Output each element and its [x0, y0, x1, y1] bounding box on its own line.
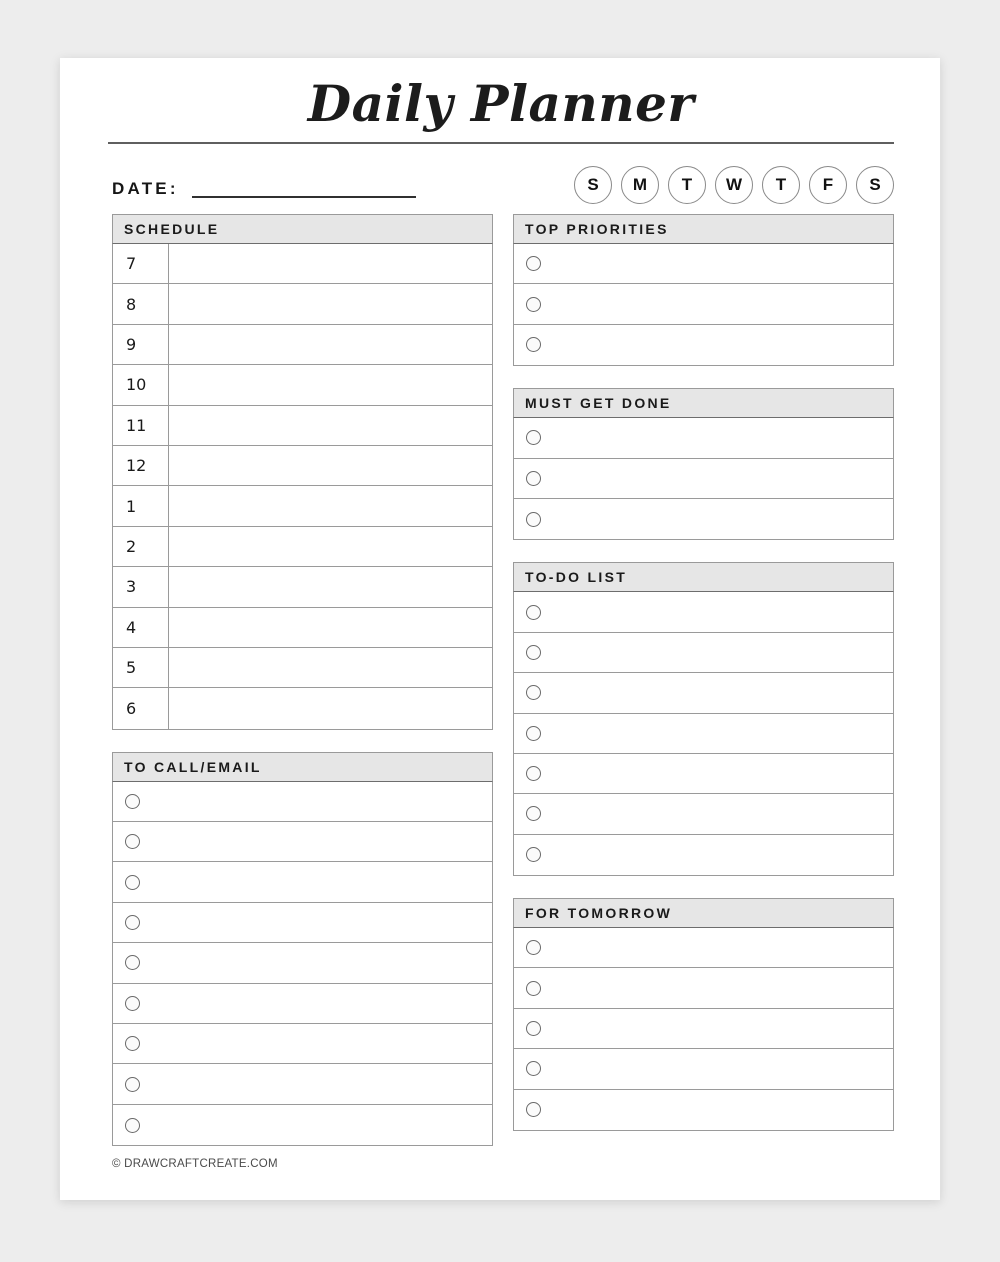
- schedule-row: [113, 648, 492, 688]
- schedule-row: [113, 688, 492, 728]
- day-circle-label: T: [775, 175, 787, 194]
- schedule-entry-field[interactable]: [169, 365, 492, 404]
- for-tomorrow-row[interactable]: [514, 1090, 893, 1130]
- schedule-hour-label: 12: [113, 446, 169, 485]
- schedule-hour-label: 5: [113, 648, 169, 687]
- day-circle-label: S: [869, 175, 881, 194]
- day-circle-label: W: [725, 175, 743, 194]
- todo-list-heading: TO-DO LIST: [525, 569, 628, 586]
- title-divider: [108, 142, 894, 144]
- todo-list-row[interactable]: [514, 592, 893, 632]
- schedule-row: [113, 527, 492, 567]
- todo-list-row[interactable]: [514, 673, 893, 713]
- schedule-hour-label: 10: [113, 365, 169, 404]
- date-input[interactable]: [192, 196, 416, 198]
- schedule-entry-field[interactable]: [169, 648, 492, 687]
- schedule-row: [113, 608, 492, 648]
- page-title: Daily Planner: [307, 74, 695, 133]
- checkbox-circle-icon[interactable]: [526, 256, 541, 271]
- left-column: [112, 214, 493, 1168]
- to-call-email-rows: [112, 782, 493, 1147]
- checkbox-circle-icon[interactable]: [526, 766, 541, 781]
- to-call-email-row[interactable]: [113, 1064, 492, 1104]
- top-priorities-header: [513, 214, 894, 244]
- must-get-done-row[interactable]: [514, 418, 893, 458]
- to-call-email-heading: TO CALL/EMAIL: [124, 758, 262, 775]
- todo-list-row[interactable]: [514, 835, 893, 875]
- checkbox-circle-icon[interactable]: [526, 512, 541, 527]
- to-call-email-row[interactable]: [113, 943, 492, 983]
- top-priorities-row[interactable]: [514, 325, 893, 365]
- schedule-entry-field[interactable]: [169, 567, 492, 606]
- checkbox-circle-icon[interactable]: [125, 1077, 140, 1092]
- for-tomorrow-rows: [513, 928, 894, 1131]
- day-circle-friday[interactable]: [809, 166, 847, 204]
- day-circle-label: S: [587, 175, 599, 194]
- schedule-entry-field[interactable]: [169, 486, 492, 525]
- schedule-row: [113, 406, 492, 446]
- schedule-entry-field[interactable]: [169, 446, 492, 485]
- must-get-done-heading: MUST GET DONE: [525, 395, 672, 412]
- must-get-done-rows: [513, 418, 894, 540]
- checkbox-circle-icon[interactable]: [125, 1118, 140, 1133]
- day-circle-saturday[interactable]: [856, 166, 894, 204]
- schedule-block: [112, 214, 493, 730]
- must-get-done-block: [513, 388, 894, 540]
- schedule-row: [113, 365, 492, 405]
- schedule-entry-field[interactable]: [169, 406, 492, 445]
- checkbox-circle-icon[interactable]: [526, 645, 541, 660]
- todo-list-header: [513, 562, 894, 592]
- schedule-hour-label: 8: [113, 284, 169, 323]
- to-call-email-block: [112, 752, 493, 1147]
- for-tomorrow-heading: FOR TOMORROW: [525, 905, 673, 922]
- checkbox-circle-icon[interactable]: [125, 834, 140, 849]
- to-call-email-row[interactable]: [113, 782, 492, 822]
- schedule-entry-field[interactable]: [169, 284, 492, 323]
- top-priorities-heading: TOP PRIORITIES: [525, 221, 669, 237]
- checkbox-circle-icon[interactable]: [125, 875, 140, 890]
- schedule-entry-field[interactable]: [169, 688, 492, 728]
- checkbox-circle-icon[interactable]: [526, 847, 541, 862]
- schedule-row: [113, 567, 492, 607]
- day-circle-sunday[interactable]: [574, 166, 612, 204]
- right-column: [513, 214, 894, 1153]
- checkbox-circle-icon[interactable]: [526, 337, 541, 352]
- checkbox-circle-icon[interactable]: [125, 955, 140, 970]
- date-label: DATE:: [112, 179, 179, 198]
- for-tomorrow-block: [513, 898, 894, 1131]
- checkbox-circle-icon[interactable]: [526, 297, 541, 312]
- checkbox-circle-icon[interactable]: [526, 806, 541, 821]
- to-call-email-row[interactable]: [113, 862, 492, 902]
- todo-list-row[interactable]: [514, 794, 893, 834]
- schedule-hour-label: 9: [113, 325, 169, 364]
- todo-list-row[interactable]: [514, 754, 893, 794]
- checkbox-circle-icon[interactable]: [526, 1021, 541, 1036]
- must-get-done-row[interactable]: [514, 499, 893, 539]
- planner-page: [60, 58, 940, 1200]
- date-row: [108, 166, 894, 214]
- todo-list-rows: [513, 592, 894, 876]
- to-call-email-row[interactable]: [113, 1105, 492, 1145]
- checkbox-circle-icon[interactable]: [125, 915, 140, 930]
- day-circle-tuesday[interactable]: [668, 166, 706, 204]
- to-call-email-row[interactable]: [113, 822, 492, 862]
- for-tomorrow-row[interactable]: [514, 1049, 893, 1089]
- schedule-row: [113, 486, 492, 526]
- schedule-entry-field[interactable]: [169, 244, 492, 283]
- footer-copyright: © DRAWCRAFTCREATE.COM: [112, 1158, 278, 1170]
- checkbox-circle-icon[interactable]: [526, 726, 541, 741]
- top-priorities-rows: [513, 244, 894, 366]
- schedule-row: [113, 244, 492, 284]
- checkbox-circle-icon[interactable]: [526, 1102, 541, 1117]
- for-tomorrow-row[interactable]: [514, 968, 893, 1008]
- schedule-hour-label: 3: [113, 567, 169, 606]
- checkbox-circle-icon[interactable]: [526, 430, 541, 445]
- schedule-hour-label: 11: [113, 406, 169, 445]
- schedule-hour-label: 1: [113, 486, 169, 525]
- for-tomorrow-row[interactable]: [514, 928, 893, 968]
- to-call-email-header: [112, 752, 493, 782]
- top-priorities-block: [513, 214, 894, 366]
- page-title-wrap: [108, 75, 894, 133]
- day-circle-label: F: [822, 175, 834, 194]
- to-call-email-row[interactable]: [113, 984, 492, 1024]
- schedule-hour-label: 4: [113, 608, 169, 647]
- day-selector: [574, 166, 894, 204]
- todo-list-block: [513, 562, 894, 876]
- schedule-entry-field[interactable]: [169, 325, 492, 364]
- todo-list-row[interactable]: [514, 714, 893, 754]
- schedule-hour-label: 2: [113, 527, 169, 566]
- schedule-entry-field[interactable]: [169, 608, 492, 647]
- day-circle-monday[interactable]: [621, 166, 659, 204]
- to-call-email-row[interactable]: [113, 1024, 492, 1064]
- day-circle-label: M: [632, 175, 648, 194]
- schedule-entry-field[interactable]: [169, 527, 492, 566]
- checkbox-circle-icon[interactable]: [526, 940, 541, 955]
- checkbox-circle-icon[interactable]: [526, 605, 541, 620]
- for-tomorrow-header: [513, 898, 894, 928]
- schedule-header: [112, 214, 493, 244]
- checkbox-circle-icon[interactable]: [526, 1061, 541, 1076]
- checkbox-circle-icon[interactable]: [125, 996, 140, 1011]
- checkbox-circle-icon[interactable]: [125, 794, 140, 809]
- day-circle-label: T: [681, 175, 693, 194]
- checkbox-circle-icon[interactable]: [526, 981, 541, 996]
- checkbox-circle-icon[interactable]: [125, 1036, 140, 1051]
- schedule-hour-label: 7: [113, 244, 169, 283]
- schedule-rows: [112, 244, 493, 730]
- schedule-row: [113, 446, 492, 486]
- schedule-hour-label: 6: [113, 688, 169, 728]
- todo-list-row[interactable]: [514, 633, 893, 673]
- top-priorities-row[interactable]: [514, 244, 893, 284]
- schedule-row: [113, 325, 492, 365]
- day-circle-thursday[interactable]: [762, 166, 800, 204]
- planner-sheet: [108, 58, 894, 1200]
- day-circle-wednesday[interactable]: [715, 166, 753, 204]
- top-priorities-row[interactable]: [514, 284, 893, 324]
- schedule-heading: SCHEDULE: [124, 221, 220, 237]
- checkbox-circle-icon[interactable]: [526, 471, 541, 486]
- schedule-row: [113, 284, 492, 324]
- for-tomorrow-row[interactable]: [514, 1009, 893, 1049]
- must-get-done-header: [513, 388, 894, 418]
- checkbox-circle-icon[interactable]: [526, 685, 541, 700]
- to-call-email-row[interactable]: [113, 903, 492, 943]
- must-get-done-row[interactable]: [514, 459, 893, 499]
